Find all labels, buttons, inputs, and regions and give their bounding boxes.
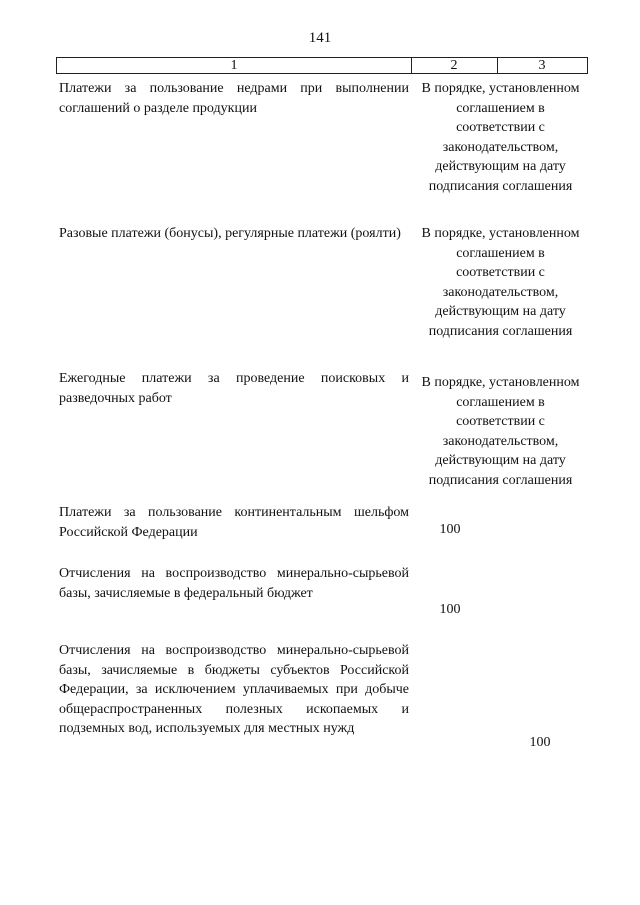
row-3-label: Ежегодные платежи за проведение поисковых и разведочных работ	[59, 371, 409, 406]
row-1-column-2: В порядке, установленном соглашением в соответствии с законодательством, действующим на дату подписания соглашения	[421, 81, 580, 194]
row-6-column-3: 100	[529, 735, 551, 750]
column-header-1: 1	[57, 58, 412, 73]
row-2-column-2: В порядке, установленном соглашением в соответствии с законодательством, действующим на дату подписания соглашения	[421, 226, 580, 339]
row-4-label: Платежи за пользование континентальным шельфом Российской Федерации	[59, 505, 409, 540]
row-3-column-2: В порядке, установленном соглашением в соответствии с законодательством, действующим на дату подписания соглашения	[421, 375, 580, 488]
row-6-label: Отчисления на воспроизводство минерально-сырьевой базы, зачисляемые в бюджеты субъектов Российской Федерации, за исключением уплачиваемых при добыче общераспространенных полезных ископаемых и подземных вод, используемых для местных нужд	[59, 643, 409, 736]
row-2-label: Разовые платежи (бонусы), регулярные платежи (роялти)	[59, 226, 401, 241]
row-5-label: Отчисления на воспроизводство минерально-сырьевой базы, зачисляемые в федеральный бюджет	[59, 566, 409, 601]
row-5-column-2: 100	[439, 602, 461, 617]
table-header	[56, 57, 588, 74]
row-1-label: Платежи за пользование недрами при выполнении соглашений о разделе продукции	[59, 81, 409, 116]
column-header-3: 3	[538, 58, 546, 73]
column-header-2: 2	[411, 58, 498, 73]
row-4-column-2: 100	[439, 522, 461, 537]
page-number: 141	[308, 30, 332, 46]
